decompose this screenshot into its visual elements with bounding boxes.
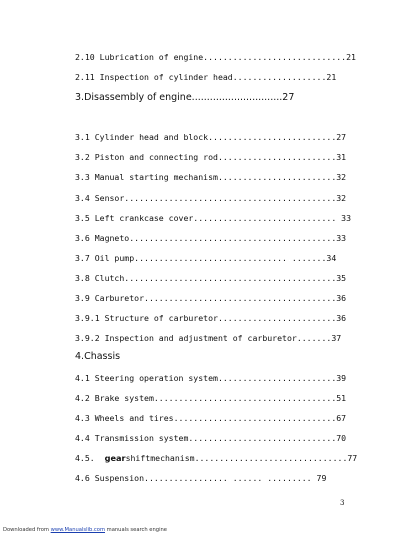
toc-entry-4-5[interactable]: 4.5. gearshiftmechanism...............................77 bbox=[75, 453, 358, 463]
toc-entry-3-6[interactable]: 3.6 Magneto..........................................33 bbox=[75, 233, 347, 243]
section-heading-3[interactable]: 3.Disassembly of engine..............................27 bbox=[75, 92, 295, 103]
toc-entry-3-1[interactable]: 3.1 Cylinder head and block..........................27 bbox=[75, 132, 347, 142]
toc-entry-4-4[interactable]: 4.4 Transmission system..............................70 bbox=[75, 433, 347, 443]
manualslib-link[interactable]: www.Manualslib.com bbox=[50, 527, 105, 533]
toc-entry-3-4[interactable]: 3.4 Sensor...........................................32 bbox=[75, 193, 347, 203]
toc-entry-2-11[interactable]: 2.11 Inspection of cylinder head...................21 bbox=[75, 72, 337, 82]
download-footer: Downloaded from www.Manualslib.com manuals search engine bbox=[3, 527, 168, 533]
section-heading-4[interactable]: 4.Chassis bbox=[75, 351, 121, 362]
toc-entry-4-3[interactable]: 4.3 Wheels and tires.................................67 bbox=[75, 413, 347, 423]
toc-entry-4-6[interactable]: 4.6 Suspension................. ...... ......... 79 bbox=[75, 473, 327, 483]
toc-entry-3-2[interactable]: 3.2 Piston and connecting rod........................31 bbox=[75, 152, 347, 162]
toc-entry-3-3[interactable]: 3.3 Manual starting mechanism........................32 bbox=[75, 172, 347, 182]
toc-entry-4-1[interactable]: 4.1 Steering operation system........................39 bbox=[75, 373, 347, 383]
toc-entry-3-9-1[interactable]: 3.9.1 Structure of carburetor........................36 bbox=[75, 313, 347, 323]
toc-entry-2-10[interactable]: 2.10 Lubrication of engine.............................21 bbox=[75, 52, 356, 62]
page-number: 3 bbox=[340, 499, 345, 507]
gear-bold-text: gear bbox=[104, 453, 126, 463]
toc-entry-3-5[interactable]: 3.5 Left crankcase cover............................. 33 bbox=[75, 213, 352, 223]
toc-entry-3-8[interactable]: 3.8 Clutch...........................................35 bbox=[75, 273, 347, 283]
toc-entry-3-9[interactable]: 3.9 Carburetor.......................................36 bbox=[75, 293, 347, 303]
toc-entry-3-9-2[interactable]: 3.9.2 Inspection and adjustment of carburetor.......37 bbox=[75, 333, 342, 343]
toc-entry-4-2[interactable]: 4.2 Brake system.....................................51 bbox=[75, 393, 347, 403]
toc-entry-3-7[interactable]: 3.7 Oil pump............................... .......34 bbox=[75, 253, 337, 263]
